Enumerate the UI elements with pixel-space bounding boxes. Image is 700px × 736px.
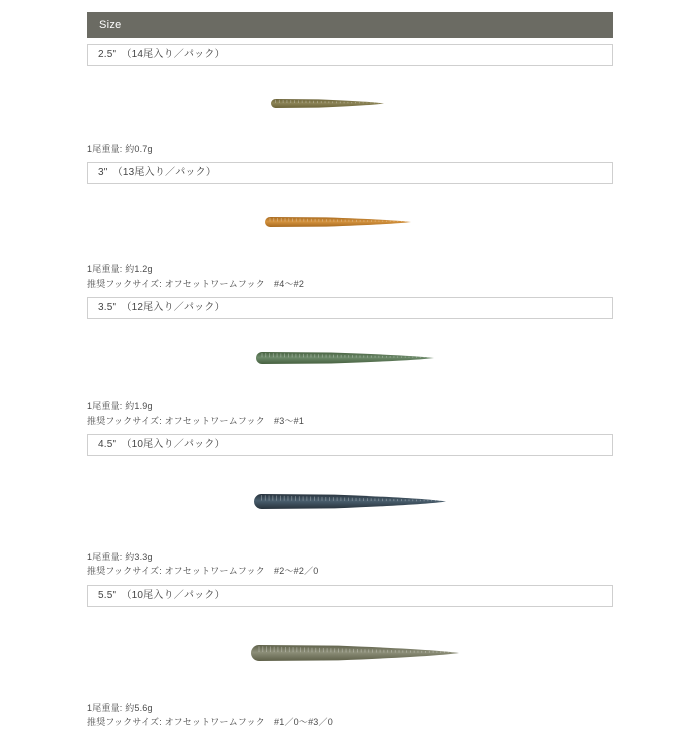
hook-size-note: 推奨フックサイズ: オフセットワームフック #4〜#2: [87, 278, 305, 289]
size-option-label: 3.5" （12尾入り／パック）: [98, 302, 225, 314]
section-header-size: [87, 12, 613, 38]
size-block: [87, 162, 613, 297]
size-list: [87, 44, 613, 736]
weight-note: 1尾重量: 約1.2g: [87, 264, 153, 275]
hook-size-note: 推奨フックサイズ: オフセットワームフック #2〜#2／0: [87, 566, 319, 577]
size-option-label: 5.5" （10尾入り／パック）: [98, 589, 225, 601]
size-option-bar[interactable]: [87, 162, 613, 184]
lure-illustration: [261, 92, 394, 115]
lure-illustration: [244, 487, 456, 516]
lure-image-area: [87, 607, 613, 699]
size-notes: [87, 262, 613, 291]
lure-image-area: [87, 319, 613, 397]
hook-size-note: 推奨フックサイズ: オフセットワームフック #1／0〜#3／0: [87, 717, 333, 728]
weight-note: 1尾重量: 約5.6g: [87, 702, 153, 713]
size-notes: [87, 142, 613, 156]
hook-size-note: 推奨フックサイズ: オフセットワームフック #3〜#1: [87, 415, 305, 426]
size-block: [87, 297, 613, 434]
lure-illustration: [255, 210, 421, 234]
block-spacer: [87, 730, 613, 736]
weight-note: 1尾重量: 約3.3g: [87, 551, 153, 562]
weight-note: 1尾重量: 約1.9g: [87, 401, 153, 412]
size-block: [87, 44, 613, 162]
size-notes: [87, 550, 613, 579]
weight-note: 1尾重量: 約0.7g: [87, 144, 153, 154]
lure-illustration: [246, 345, 444, 371]
lure-image-area: [87, 66, 613, 140]
section-header-label: Size: [99, 19, 122, 31]
size-option-bar[interactable]: [87, 585, 613, 607]
size-option-bar[interactable]: [87, 434, 613, 456]
size-option-label: 4.5" （10尾入り／パック）: [98, 438, 225, 450]
size-notes: [87, 701, 613, 730]
size-option-bar[interactable]: [87, 297, 613, 319]
lure-image-area: [87, 456, 613, 548]
size-option-label: 2.5" （14尾入り／パック）: [98, 49, 225, 60]
lure-illustration: [241, 638, 469, 668]
lure-image-area: [87, 184, 613, 260]
size-notes: [87, 399, 613, 428]
size-option-label: 3" （13尾入り／パック）: [98, 167, 217, 179]
size-block: [87, 585, 613, 736]
size-block: [87, 434, 613, 585]
size-option-bar[interactable]: [87, 44, 613, 66]
